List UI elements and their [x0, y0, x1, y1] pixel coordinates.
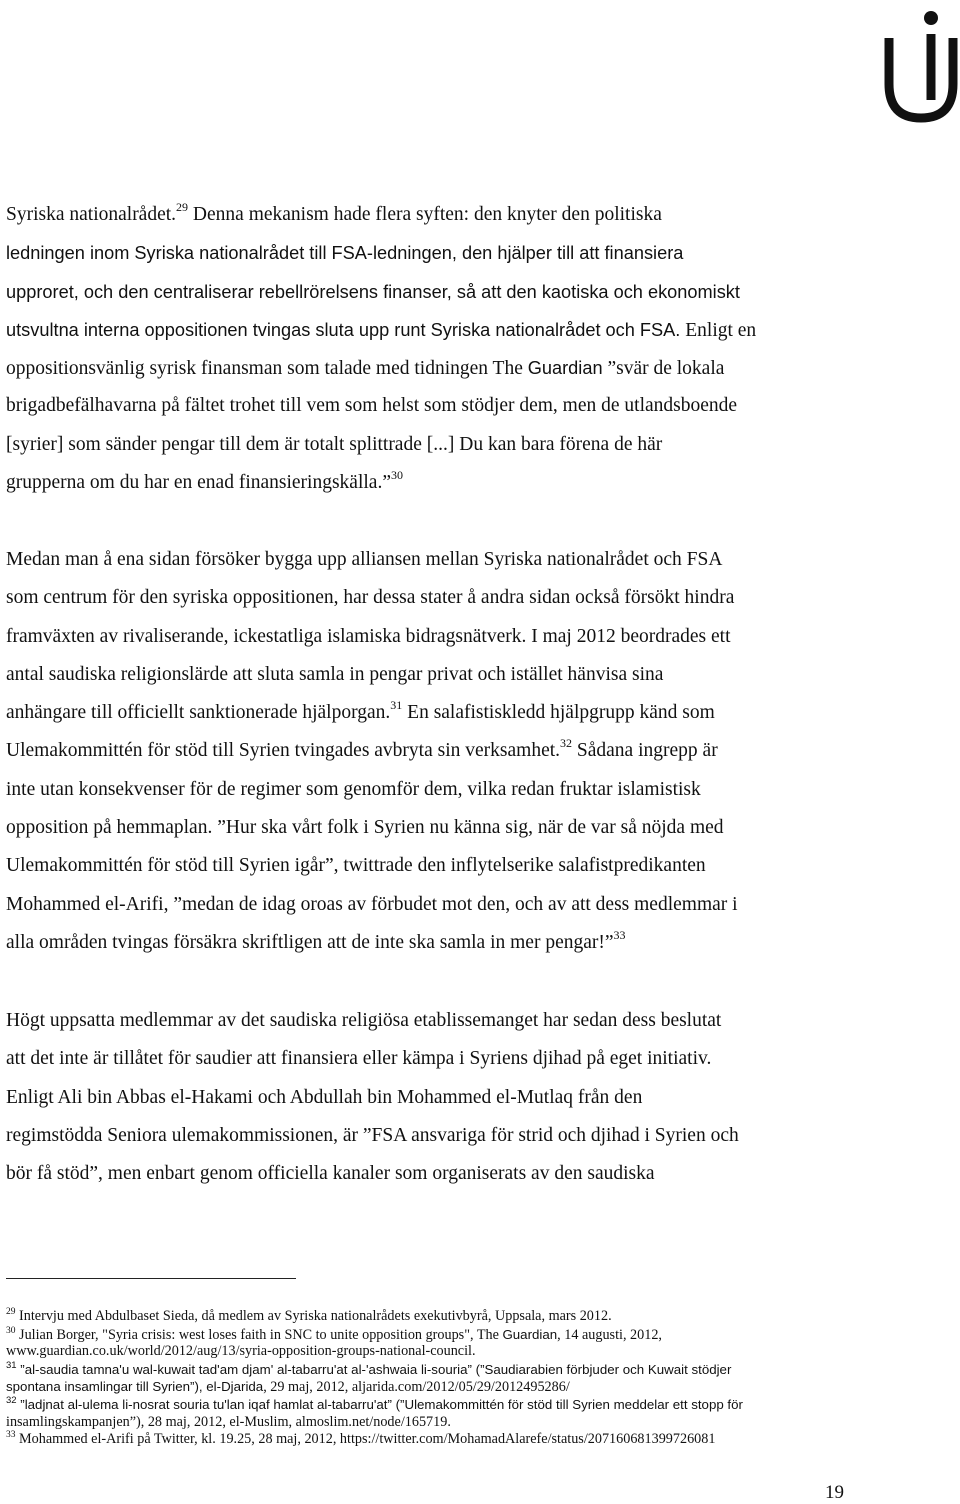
- footnote-ref-33[interactable]: 33: [613, 927, 626, 942]
- paragraph-line: att det inte är tillåtet för saudier att finansiera eller kämpa i Syriens djihad på eget initiativ.: [6, 1048, 712, 1070]
- footnote-29: $^{29}$ Intervju med Abdulbaset Sieda, då medlem av Syriska nationalrådets exekutivbyrå, Uppsala, mars 2012.: [6, 1307, 612, 1324]
- paragraph-line: brigadbefälhavarna på fältet trohet till vem som helst som stödjer dem, men de utlandsboende: [6, 395, 738, 417]
- paragraph-3: [6, 1002, 956, 1193]
- logo-letter-u: [889, 38, 953, 118]
- footnote-ref-29[interactable]: 29: [176, 200, 189, 214]
- footnote-30-url[interactable]: www.guardian.co.uk/world/2012/aug/13/syria-opposition-groups-national-council.: [6, 1343, 476, 1360]
- paragraph-line: Ulemakommittén för stöd till Syrien igår”, twittrade den inflytelserike salafistpredikanten: [6, 855, 706, 877]
- university-logo: [880, 4, 960, 124]
- paragraph-line: upproret, och den centraliserar rebellrörelsens finanser, så att den kaotiska och ekonomiskt: [6, 281, 740, 302]
- footnote-separator: [6, 1278, 296, 1279]
- paragraph-line: utsvultna interna oppositionen tvingas sluta upp runt Syriska nationalrådet och FSA. Enligt en: [6, 319, 757, 341]
- paragraph-line: grupperna om du har en enad finansieringskälla.”$^{30}$: [6, 468, 403, 494]
- paragraph-line: som centrum för den syriska oppositionen, har dessa stater å andra sidan också försökt hindra: [6, 587, 735, 609]
- footnote-32-cont: insamlingskampanjen”), 28 maj, 2012, el-Muslim, almoslim.net/node/165719.: [6, 1413, 451, 1430]
- footnote-ref-31[interactable]: 31: [390, 698, 403, 713]
- paragraph-2: [6, 541, 956, 962]
- paragraph-line: antal saudiska religionslärde att sluta samla in pengar privat och istället hänvisa sina: [6, 663, 664, 685]
- footnote-32: $^{32}$ ”ladjnat al-ulema li-nosrat souria tu'lan iqaf hamlat al-tabarru'at” (”Ulemakommittén för stöd till Syrien meddelar ett stopp för: [6, 1394, 743, 1412]
- paragraph-line: bör få stöd”, men enbart genom officiella kanaler som organiserats av den saudiska: [6, 1163, 655, 1185]
- footnotes: [6, 1308, 956, 1449]
- paragraph-line: oppositionsvänlig syrisk finansman som talade med tidningen The Guardian ”svär de lokala: [6, 358, 725, 380]
- logo-dot: [924, 11, 938, 25]
- paragraph-line: Medan man å ena sidan försöker bygga upp alliansen mellan Syriska nationalrådet och FSA: [6, 549, 723, 570]
- paragraph-line: Syriska nationalrådet.$^{29}$ Denna mekanism hade flera syften: den knyter den politiska: [6, 200, 662, 225]
- paragraph-line: anhängare till officiellt sanktionerade hjälporgan.$^{31}$ En salafistiskledd hjälpgrupp känd som: [6, 698, 715, 724]
- paragraph-line: ledningen inom Syriska nationalrådet till FSA-ledningen, den hjälper till att finansiera: [6, 243, 684, 264]
- paragraph-line: Högt uppsatta medlemmar av det saudiska religiösa etablissemanget har sedan dess beslutat: [6, 1010, 722, 1031]
- paragraph-line: alla områden tvingas försäkra skriftligen att de inte ska samla in mer pengar!”$^{33}$: [6, 927, 626, 953]
- page-number: 19: [825, 1482, 844, 1503]
- paragraph-line: inte utan konsekvenser för de regimer som genomför dem, vilka redan fruktar islamistisk: [6, 778, 701, 800]
- footnote-31-cont: spontana insamlingar till Syrien”), el-Djarida, 29 maj, 2012, aljarida.com/2012/05/29/2012495286/: [6, 1379, 570, 1396]
- paragraph-line: Ulemakommittén för stöd till Syrien tvingades avbryta sin verksamhet.$^{32}$ Sådana ingrepp är: [6, 736, 718, 762]
- paragraph-line: framväxten av rivaliserande, ickestatliga islamiska bidragsnätverk. I maj 2012 beordrades ett: [6, 625, 731, 647]
- paragraph-line: [syrier] som sänder pengar till dem är totalt splittrade [...] Du kan bara förena de här: [6, 433, 663, 455]
- paragraph-line: opposition på hemmaplan. ”Hur ska vårt folk i Syrien nu känna sig, när de var så nöjda med: [6, 817, 724, 839]
- paragraph-line: Mohammed el-Arifi, ”medan de idag oroas av förbudet mot den, och av att dess medlemmar i: [6, 893, 738, 915]
- logo-stem: [927, 34, 936, 100]
- footnote-ref-32[interactable]: 32: [560, 736, 573, 751]
- paragraph-line: Enligt Ali bin Abbas el-Hakami och Abdullah bin Mohammed el-Mutlaq från den: [6, 1086, 643, 1108]
- footnote-30: $^{30}$ Julian Borger, "Syria crisis: west loses faith in SNC to unite opposition groups", The Guardian, 14 augusti, 2012,: [6, 1325, 662, 1343]
- footnote-ref-30[interactable]: 30: [390, 468, 403, 483]
- footnote-33: $^{33}$ Mohammed el-Arifi på Twitter, kl. 19.25, 28 maj, 2012, https://twitter.com/MohamadAlarefe/status/207160681399726081: [6, 1430, 716, 1448]
- paragraph-line: regimstödda Seniora ulemakommissionen, är ”FSA ansvariga för strid och djihad i Syrien och: [6, 1124, 739, 1146]
- paragraph-1: [6, 196, 956, 502]
- footnote-31: $^{31}$ ”al-saudia tamna'u wal-kuwait tad'am djam' al-tabarru'at al-'ashwaia li-souria” (”Saudiarabien förbjuder och Kuwait stödjer: [6, 1359, 732, 1377]
